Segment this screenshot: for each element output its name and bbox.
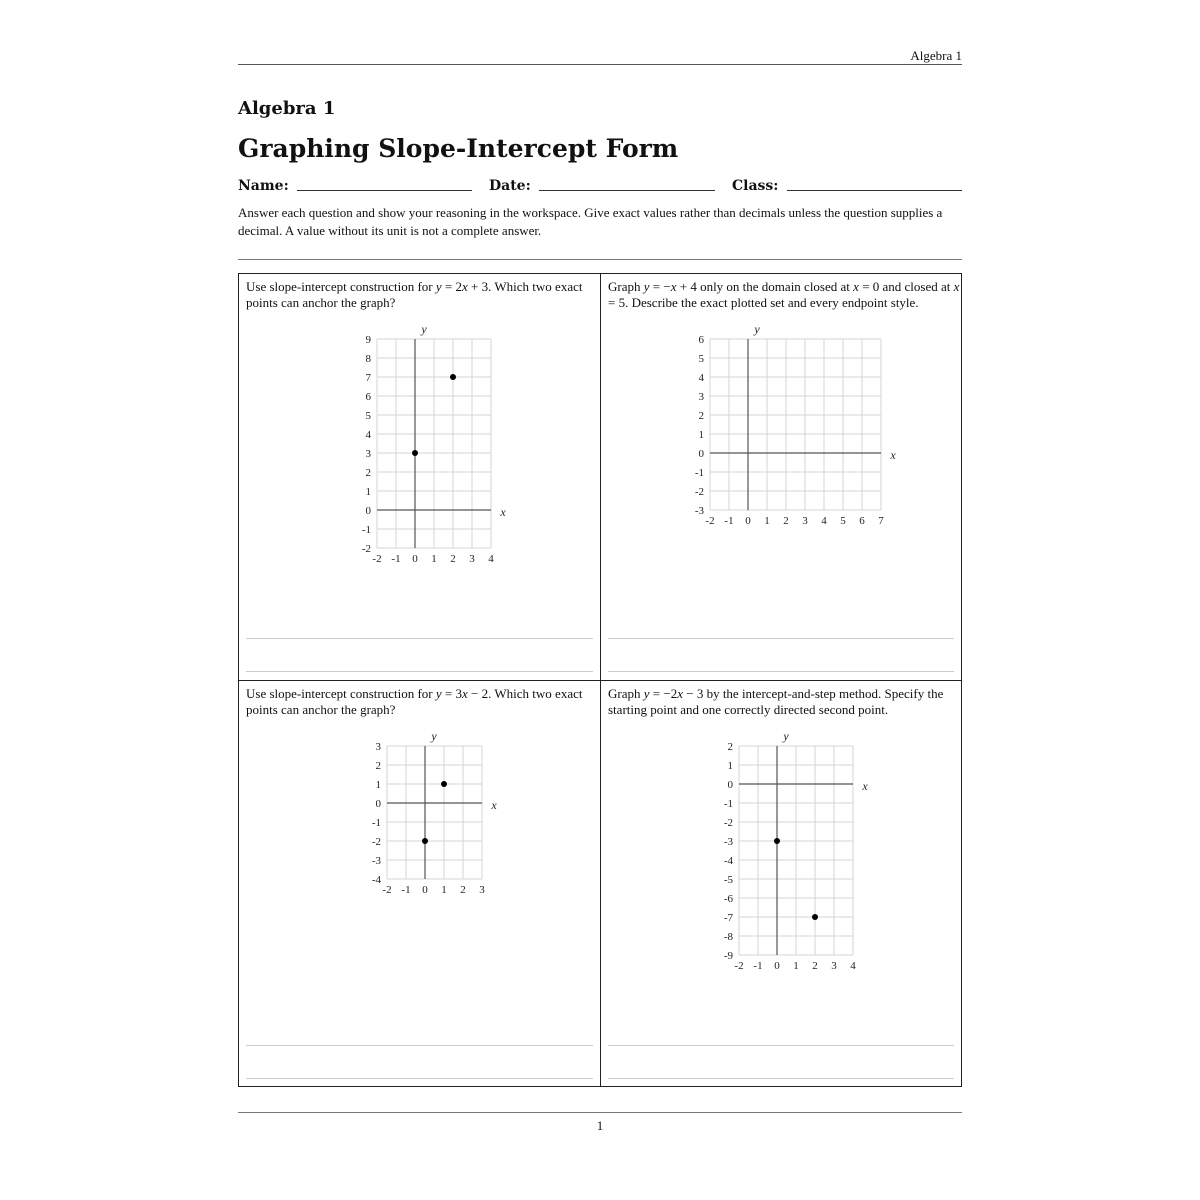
- plotted-point: [422, 838, 428, 844]
- y-tick-label: 3: [375, 741, 381, 753]
- y-tick-label: 6: [365, 391, 371, 403]
- y-tick-label: -7: [723, 912, 733, 924]
- coordinate-grid: [601, 681, 963, 1088]
- y-tick-label: 2: [365, 467, 371, 479]
- x-axis-label: x: [491, 798, 497, 812]
- x-tick-label: 0: [422, 884, 428, 896]
- answer-line[interactable]: [246, 638, 593, 639]
- y-tick-label: -1: [371, 817, 381, 829]
- y-tick-label: 5: [365, 410, 371, 422]
- class-label: Class:: [732, 178, 779, 194]
- x-tick-label: 5: [840, 515, 846, 527]
- y-axis-label: y: [754, 322, 760, 336]
- y-tick-label: 1: [365, 486, 371, 498]
- instructions-rule: [238, 259, 962, 260]
- class-field[interactable]: [787, 190, 962, 191]
- name-label: Name:: [238, 178, 289, 194]
- y-tick-label: -2: [723, 817, 733, 829]
- y-tick-label: -4: [371, 874, 381, 886]
- running-header-label: Algebra 1: [910, 48, 962, 63]
- answer-line[interactable]: [246, 1078, 593, 1079]
- coordinate-grid: [239, 681, 602, 1088]
- x-tick-label: 4: [821, 515, 827, 527]
- x-tick-label: -1: [401, 884, 411, 896]
- x-tick-label: -1: [753, 960, 763, 972]
- y-tick-label: -2: [371, 836, 381, 848]
- answer-line[interactable]: [608, 1045, 954, 1046]
- x-tick-label: 1: [764, 515, 770, 527]
- x-tick-label: 0: [774, 960, 780, 972]
- x-tick-label: -2: [705, 515, 715, 527]
- footer-rule: [238, 1112, 962, 1113]
- answer-line[interactable]: [246, 671, 593, 672]
- y-tick-label: -3: [723, 836, 733, 848]
- y-tick-label: 2: [727, 741, 733, 753]
- question-card-3: [238, 680, 601, 1087]
- y-tick-label: -1: [694, 467, 704, 479]
- x-tick-label: -1: [724, 515, 734, 527]
- page-number: 1: [596, 1118, 604, 1133]
- subject-heading: Algebra 1: [238, 98, 336, 119]
- answer-line[interactable]: [608, 1078, 954, 1079]
- y-tick-label: 1: [698, 429, 704, 441]
- y-tick-label: 2: [375, 760, 381, 772]
- y-tick-label: 1: [727, 760, 733, 772]
- y-tick-label: 0: [375, 798, 381, 810]
- x-tick-label: 1: [431, 553, 437, 565]
- x-tick-label: 3: [479, 884, 485, 896]
- x-tick-label: 0: [412, 553, 418, 565]
- y-tick-label: 4: [365, 429, 371, 441]
- coordinate-grid: [601, 274, 963, 682]
- x-tick-label: 7: [878, 515, 884, 527]
- y-axis-label: y: [431, 729, 437, 743]
- question-card-4: [600, 680, 962, 1087]
- x-tick-label: 2: [812, 960, 818, 972]
- y-tick-label: 0: [698, 448, 704, 460]
- question-card-2: [600, 273, 962, 681]
- y-tick-label: -9: [723, 950, 733, 962]
- x-tick-label: 6: [859, 515, 865, 527]
- plotted-point: [450, 374, 456, 380]
- y-tick-label: -2: [361, 543, 371, 555]
- x-axis-label: x: [890, 448, 896, 462]
- y-tick-label: 5: [698, 353, 704, 365]
- plotted-point: [812, 914, 818, 920]
- x-tick-label: 2: [783, 515, 789, 527]
- x-axis-label: x: [862, 779, 868, 793]
- x-tick-label: 2: [460, 884, 466, 896]
- y-tick-label: -1: [723, 798, 733, 810]
- date-label: Date:: [489, 178, 531, 194]
- date-field[interactable]: [539, 190, 715, 191]
- y-tick-label: 3: [698, 391, 704, 403]
- y-axis-label: y: [421, 322, 427, 336]
- y-tick-label: 4: [698, 372, 704, 384]
- y-tick-label: 0: [727, 779, 733, 791]
- x-tick-label: -1: [391, 553, 401, 565]
- x-tick-label: -2: [372, 553, 382, 565]
- plotted-point: [441, 781, 447, 787]
- x-axis-label: x: [500, 505, 506, 519]
- question-prompt: Use slope-intercept construction for y = 3x − 2. Which two exact points can anchor the graph?: [246, 686, 583, 717]
- question-prompt: Graph y = −2x − 3 by the intercept-and-step method. Specify the starting point and one correctly directed second point.: [608, 686, 944, 717]
- y-tick-label: -2: [694, 486, 704, 498]
- y-tick-label: -5: [723, 874, 733, 886]
- header-rule: [238, 64, 962, 65]
- x-tick-label: 1: [441, 884, 447, 896]
- x-tick-label: 3: [469, 553, 475, 565]
- answer-line[interactable]: [246, 1045, 593, 1046]
- question-card-1: [238, 273, 601, 681]
- answer-line[interactable]: [608, 638, 954, 639]
- y-tick-label: -3: [694, 505, 704, 517]
- y-tick-label: 1: [375, 779, 381, 791]
- y-tick-label: 2: [698, 410, 704, 422]
- y-tick-label: 7: [365, 372, 371, 384]
- x-tick-label: 4: [850, 960, 856, 972]
- x-tick-label: -2: [734, 960, 744, 972]
- y-axis-label: y: [783, 729, 789, 743]
- coordinate-grid: [239, 274, 602, 682]
- y-tick-label: -6: [723, 893, 733, 905]
- x-tick-label: -2: [382, 884, 392, 896]
- x-tick-label: 3: [802, 515, 808, 527]
- name-field[interactable]: [297, 190, 472, 191]
- x-tick-label: 3: [831, 960, 837, 972]
- x-tick-label: 2: [450, 553, 456, 565]
- plotted-point: [412, 450, 418, 456]
- y-tick-label: -3: [371, 855, 381, 867]
- question-prompt: Use slope-intercept construction for y = 2x + 3. Which two exact points can anchor the graph?: [246, 279, 583, 310]
- question-prompt: Graph y = −x + 4 only on the domain closed at x = 0 and closed at x = 5. Describe the exact plotted set and every endpoint style.: [608, 279, 960, 310]
- x-tick-label: 4: [488, 553, 494, 565]
- y-tick-label: 0: [365, 505, 371, 517]
- y-tick-label: 6: [698, 334, 704, 346]
- answer-line[interactable]: [608, 671, 954, 672]
- page-title: Graphing Slope-Intercept Form: [238, 134, 679, 163]
- x-tick-label: 0: [745, 515, 751, 527]
- instructions: Answer each question and show your reasoning in the workspace. Give exact values rather than decimals unless the question supplies a decimal. A value without its unit is not a complete answer.: [238, 205, 943, 238]
- plotted-point: [774, 838, 780, 844]
- y-tick-label: 9: [365, 334, 371, 346]
- y-tick-label: -1: [361, 524, 371, 536]
- y-tick-label: 3: [365, 448, 371, 460]
- y-tick-label: -8: [723, 931, 733, 943]
- y-tick-label: 8: [365, 353, 371, 365]
- x-tick-label: 1: [793, 960, 799, 972]
- y-tick-label: -4: [723, 855, 733, 867]
